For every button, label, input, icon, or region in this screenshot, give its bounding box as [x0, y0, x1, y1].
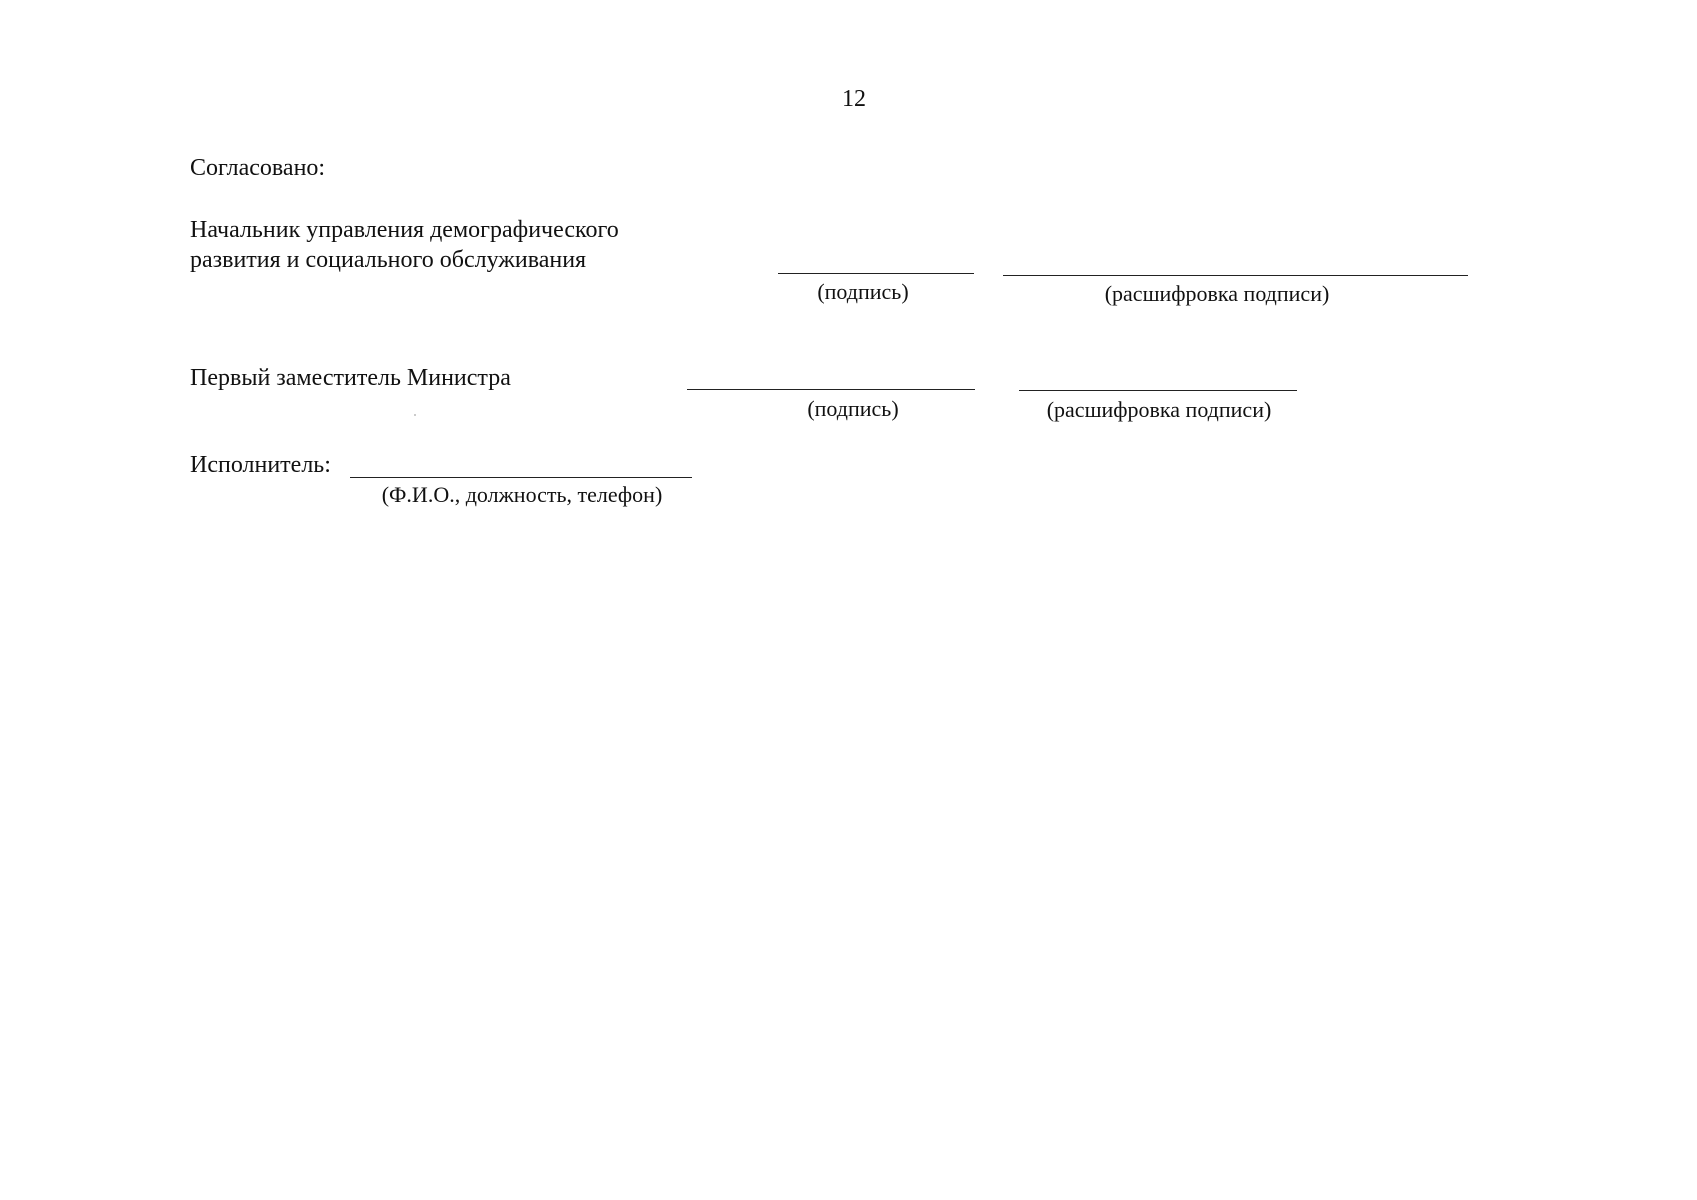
- executor-caption: (Ф.И.О., должность, телефон): [381, 482, 663, 507]
- page-number: 12: [842, 86, 866, 112]
- decoding-caption: (расшифровка подписи): [1046, 397, 1272, 422]
- executor-line: [350, 477, 692, 478]
- signatory-title-line: Первый заместитель Министра: [190, 365, 511, 391]
- signatory-title-line: развития и социального обслуживания: [190, 247, 587, 273]
- signatory-title-line: Начальник управления демографического: [190, 217, 619, 243]
- signature-line: [687, 389, 975, 390]
- signature-decoding-line: [1003, 275, 1468, 276]
- decoding-caption: (расшифровка подписи): [1104, 281, 1330, 306]
- executor-label: Исполнитель:: [190, 452, 331, 478]
- approval-heading: Согласовано:: [190, 155, 326, 181]
- signature-caption: (подпись): [807, 396, 899, 421]
- signature-caption: (подпись): [817, 279, 909, 304]
- scan-speck: [414, 414, 416, 416]
- signature-decoding-line: [1019, 390, 1297, 391]
- signature-line: [778, 273, 974, 274]
